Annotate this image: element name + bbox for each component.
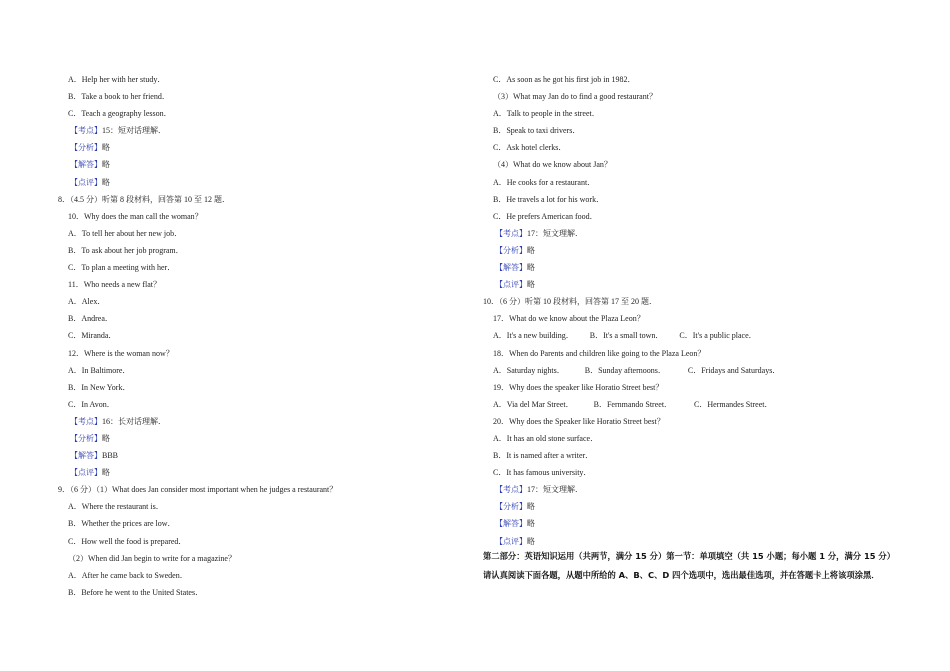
question-line <box>483 430 903 447</box>
line-text: C．How well the food is prepared． <box>68 536 187 546</box>
note-tag: 【考点】 <box>70 416 102 426</box>
question-line <box>58 105 458 122</box>
note-tag: 【考点】 <box>495 228 527 238</box>
question-line <box>58 362 458 379</box>
line-text: 略 <box>102 160 110 170</box>
line-text: B．Whether the prices are low． <box>68 519 176 529</box>
line-text: C．He prefers American food． <box>493 211 598 221</box>
line-text: 略 <box>102 177 110 187</box>
note-tag: 【分析】 <box>70 143 102 153</box>
left-column <box>58 71 458 601</box>
line-text: B．Andrea． <box>68 314 113 324</box>
question-line <box>58 208 458 225</box>
section-heading: 第二部分：英语知识运用（共两节，满分 15 分）第一节：单项填空（共 15 小题；每小题 1 分，满分 15 分）请认真阅读下面各题，从题中所给的 A、B、C、D 四个选项中，选出最佳选项，并在答题卡上将该项涂黑． <box>483 551 895 580</box>
line-text: C．It has famous university． <box>493 468 592 478</box>
answer-note <box>58 447 458 464</box>
question-line <box>58 276 458 293</box>
question-line <box>58 515 458 532</box>
answer-note <box>483 498 903 515</box>
question-line <box>483 464 903 481</box>
answer-note <box>58 174 458 191</box>
question-line <box>58 584 458 601</box>
answer-note <box>483 515 903 532</box>
line-text: 略 <box>102 433 110 443</box>
line-text: 19．Why does the speaker like Horatio Street best？ <box>493 382 664 392</box>
question-line <box>483 447 903 464</box>
note-tag: 【解答】 <box>495 263 527 273</box>
line-text: 略 <box>527 245 535 255</box>
line-text: 9．（6 分）（1）What does Jan consider most important when he judges a restaurant？ <box>58 485 338 495</box>
line-text: A．It's a new building． B．It's a small town． C．It's a public place． <box>493 331 757 341</box>
line-text: C．In Avon． <box>68 399 115 409</box>
line-text: A．Via del Mar Street． B．Fernmando Street． C．Hermandes Street． <box>493 399 773 409</box>
line-text: A．Help her with her study． <box>68 75 166 84</box>
question-line <box>58 259 458 276</box>
line-text: 略 <box>102 468 110 478</box>
line-text: 略 <box>527 263 535 273</box>
question-line <box>58 550 458 567</box>
note-tag: 【分析】 <box>70 433 102 443</box>
line-text: 略 <box>527 519 535 529</box>
question-line <box>483 396 903 413</box>
note-tag: 【点评】 <box>495 536 527 546</box>
question-line <box>483 105 903 122</box>
line-text: 略 <box>527 280 535 290</box>
note-tag: 【解答】 <box>495 519 527 529</box>
question-line <box>58 71 458 88</box>
line-text: 17：短文理解． <box>527 485 583 495</box>
question-line <box>483 362 903 379</box>
line-text: B．He travels a lot for his work． <box>493 194 605 204</box>
question-line <box>58 293 458 310</box>
note-tag: 【考点】 <box>70 126 102 136</box>
note-tag: 【点评】 <box>495 280 527 290</box>
answer-note <box>483 276 903 293</box>
line-text: C．Ask hotel clerks． <box>493 143 567 153</box>
line-text: 略 <box>527 536 535 546</box>
question-line <box>58 345 458 362</box>
line-text: 15：短对话理解． <box>102 126 166 136</box>
line-text: A．Saturday nights． B．Sunday afternoons． C．Fridays and Saturdays． <box>493 365 781 375</box>
line-text: BBB <box>102 451 119 461</box>
answer-note <box>483 225 903 242</box>
question-line <box>483 310 903 327</box>
line-text: A．He cooks for a restaurant． <box>493 177 596 187</box>
line-text: A．Where the restaurant is． <box>68 502 164 512</box>
question-heading <box>58 191 458 208</box>
answer-note <box>58 413 458 430</box>
question-line <box>483 71 903 88</box>
line-text: B．It is named after a writer． <box>493 451 594 461</box>
line-text: C．As soon as he got his first job in 1982． <box>493 75 636 84</box>
line-text: 10．（6 分）听第 10 段材料，回答第 17 至 20 题． <box>483 297 657 307</box>
question-line <box>483 345 903 362</box>
question-line <box>58 88 458 105</box>
line-text: （3）What may Jan do to find a good restaurant？ <box>493 92 657 102</box>
line-text: A．Alex． <box>68 297 106 307</box>
question-line <box>58 498 458 515</box>
line-text: （2）When did Jan begin to write for a magazine？ <box>68 553 236 563</box>
note-tag: 【分析】 <box>495 245 527 255</box>
question-line <box>483 208 903 225</box>
question-line <box>483 88 903 105</box>
line-text: 20．Why does the Speaker like Horatio Street best？ <box>493 416 665 426</box>
question-line <box>58 567 458 584</box>
question-line <box>58 327 458 344</box>
line-text: 略 <box>527 502 535 512</box>
question-heading <box>58 481 458 498</box>
question-line <box>483 413 903 430</box>
note-tag: 【分析】 <box>495 502 527 512</box>
note-tag: 【点评】 <box>70 468 102 478</box>
line-text: 17．What do we know about the Plaza Leon？ <box>493 314 645 324</box>
line-text: 略 <box>102 143 110 153</box>
line-text: A．After he came back to Sweden． <box>68 570 188 580</box>
answer-note <box>58 122 458 139</box>
answer-note <box>483 242 903 259</box>
question-line <box>58 396 458 413</box>
line-text: A．In Baltimore． <box>68 365 131 375</box>
note-tag: 【考点】 <box>495 485 527 495</box>
line-text: 16：长对话理解． <box>102 416 166 426</box>
question-line <box>483 139 903 156</box>
answer-note <box>58 464 458 481</box>
question-line <box>483 174 903 191</box>
question-line <box>58 242 458 259</box>
question-line <box>58 310 458 327</box>
question-line <box>483 379 903 396</box>
line-text: 11．Who needs a new flat？ <box>68 280 162 290</box>
line-text: （4）What do we know about Jan？ <box>493 160 612 170</box>
line-text: C．To plan a meeting with her． <box>68 263 176 273</box>
note-tag: 【解答】 <box>70 160 102 170</box>
question-line <box>483 191 903 208</box>
line-text: 17：短文理解． <box>527 228 583 238</box>
right-column <box>483 71 903 550</box>
line-text: 8．（4.5 分）听第 8 段材料，回答第 10 至 12 题． <box>58 194 230 204</box>
question-line <box>483 327 903 344</box>
question-line <box>483 156 903 173</box>
line-text: B．In New York． <box>68 382 131 392</box>
line-text: A．Talk to people in the street． <box>493 109 600 119</box>
line-text: C．Teach a geography lesson． <box>68 109 172 119</box>
line-text: B．Speak to taxi drivers． <box>493 126 581 136</box>
note-tag: 【点评】 <box>70 177 102 187</box>
line-text: B．Before he went to the United States． <box>68 587 204 597</box>
line-text: A．To tell her about her new job． <box>68 228 183 238</box>
line-text: C．Miranda． <box>68 331 117 341</box>
answer-note <box>58 139 458 156</box>
line-text: B．Take a book to her friend． <box>68 92 170 102</box>
line-text: A．It has an old stone surface． <box>493 433 599 443</box>
question-line <box>58 533 458 550</box>
question-line <box>483 122 903 139</box>
note-tag: 【解答】 <box>70 451 102 461</box>
line-text: 10．Why does the man call the woman？ <box>68 211 203 221</box>
question-line <box>58 379 458 396</box>
line-text: 18．When do Parents and children like going to the Plaza Leon？ <box>493 348 706 358</box>
line-text: B．To ask about her job program． <box>68 245 184 255</box>
question-heading <box>483 293 903 310</box>
answer-note <box>483 259 903 276</box>
answer-note <box>58 156 458 173</box>
question-line <box>58 225 458 242</box>
answer-note <box>58 430 458 447</box>
line-text: 12．Where is the woman now？ <box>68 348 174 358</box>
answer-note <box>483 481 903 498</box>
